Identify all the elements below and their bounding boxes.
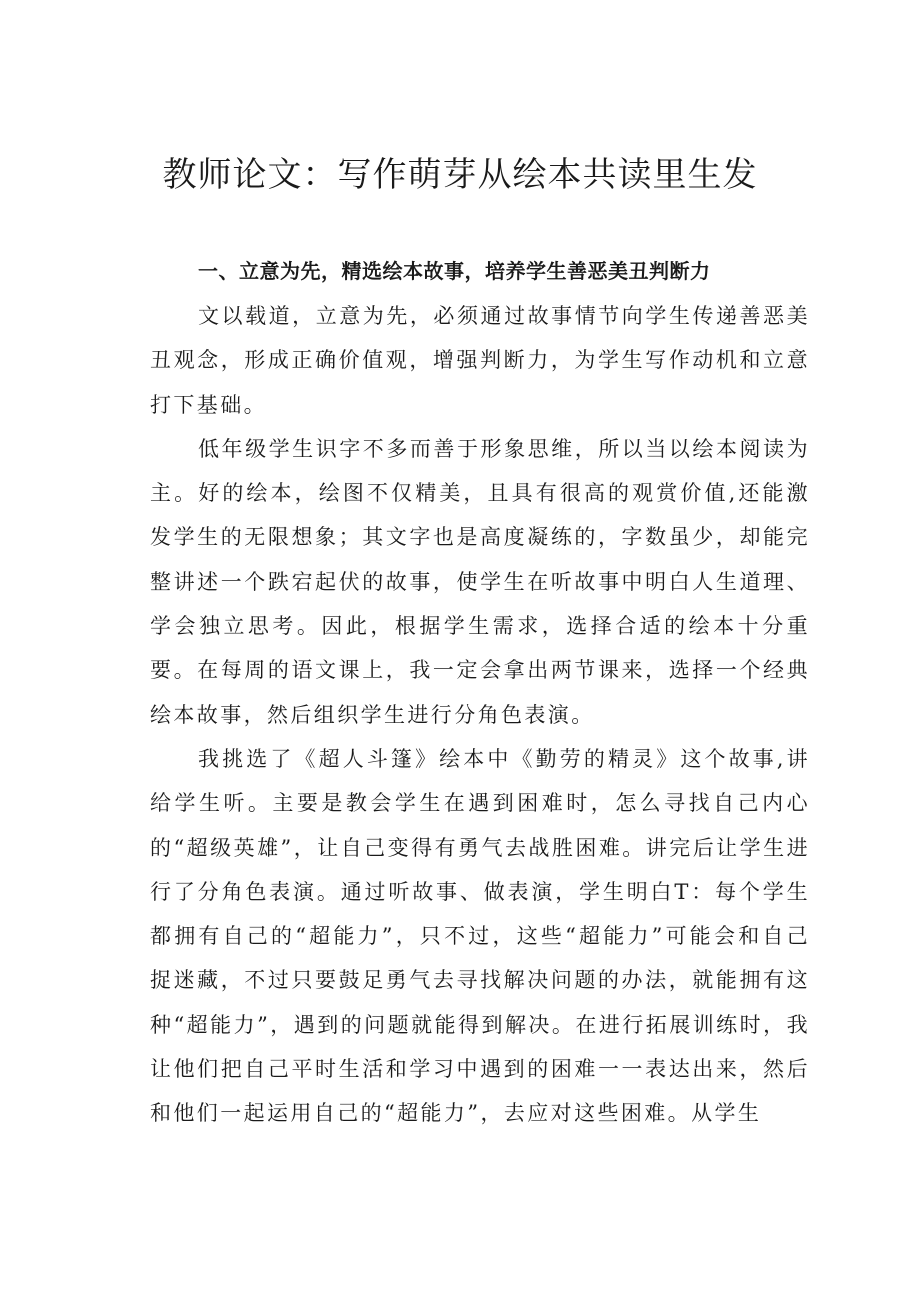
paragraph: 我挑选了《超人斗篷》绘本中《勤劳的精灵》这个故事,讲给学生听。主要是教会学生在遇到困难时，怎么寻找自己内心的“超级英雄”，让自己变得有勇气去战胜困难。讲完后让学生进行了分角色表演。通过听故事、做表演，学生明白T：每个学生都拥有自己的“超能力”，只不过，这些“超能力”可能会和自己捉迷藏，不过只要鼓足勇气去寻找解决问题的办法，就能拥有这种“超能力”，遇到的问题就能得到解决。在进行拓展训练时，我让他们把自己平时生活和学习中遇到的困难一一表达出来，然后和他们一起运用自己的“超能力”，去应对这些困难。从学生 [150,746,810,1126]
document-title: 教师论文：写作萌芽从绘本共读里生发 [162,155,758,195]
document-body [150,294,810,1136]
paragraph: 文以载道，立意为先，必须通过故事情节向学生传递善恶美丑观念，形成正确价值观，增强判断力，为学生写作动机和立意打下基础。 [150,304,810,417]
paragraph: 低年级学生识字不多而善于形象思维，所以当以绘本阅读为主。好的绘本，绘图不仅精美，且具有很高的观赏价值,还能激发学生的无限想象；其文字也是高度凝练的，字数虽少，却能完整讲述一个跌宕起伏的故事，使学生在听故事中明白人生道理、学会独立思考。因此，根据学生需求，选择合适的绘本十分重要。在每周的语文课上，我一定会拿出两节课来，选择一个经典绘本故事，然后组织学生进行分角色表演。 [150,436,810,727]
section-heading: 一、立意为先，精选绘本故事，培养学生善恶美丑判断力 [198,259,711,283]
